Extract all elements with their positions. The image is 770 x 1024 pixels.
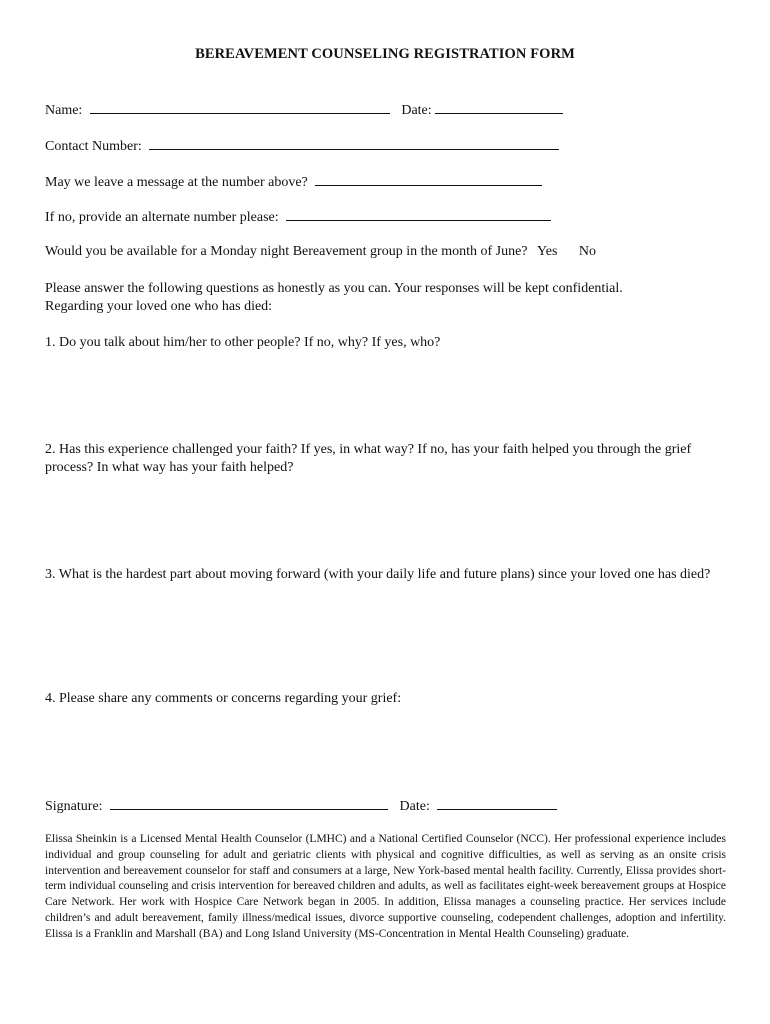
- question-2: 2. Has this experience challenged your faith? If yes, in what way? If no, has your faith helped you through the grief process? In what way has your faith helped?: [45, 442, 692, 475]
- signature-label: Signature:: [45, 799, 103, 814]
- question-3: 3. What is the hardest part about moving forward (with your daily life and future plans) since your loved one has died?: [45, 567, 711, 582]
- intro-line-2: Regarding your loved one who has died:: [45, 299, 273, 314]
- intro-paragraph: [45, 280, 725, 316]
- signature-row: [45, 797, 557, 815]
- signature-field[interactable]: [110, 797, 388, 810]
- message-question: May we leave a message at the number above?: [45, 175, 308, 190]
- question-4: 4. Please share any comments or concerns regarding your grief:: [45, 691, 402, 706]
- no-option[interactable]: No: [578, 244, 597, 259]
- date-label: Date:: [401, 103, 432, 118]
- signature-date-label: Date:: [399, 799, 430, 814]
- intro-line-1: Please answer the following questions as honestly as you can. Your responses will be kept confidential.: [45, 281, 623, 296]
- message-answer-field[interactable]: [315, 173, 542, 186]
- name-label: Name:: [45, 103, 83, 118]
- form-title: BEREAVEMENT COUNSELING REGISTRATION FORM: [195, 46, 575, 62]
- message-row: [45, 173, 542, 191]
- name-field[interactable]: [90, 101, 390, 114]
- group-row: [45, 244, 596, 260]
- counselor-bio: Elissa Sheinkin is a Licensed Mental Health Counselor (LMHC) and a National Certified Counselor (NCC). Her professional experience includes individual and group counseling for adult and geriatric clients with physical and cognitive difficulties, as well as serving as an onsite crisis intervention and bereavement counselor for staff and consumers at a large, New York-based mental health facility. Currently, Elissa provides short-term individual counseling and crisis intervention for bereaved children and adults, as well as facilitates eight-week bereavement groups at Hospice Care Network. Her work with Hospice Care Network began in 2005. In addition, Elissa manages a counseling practice. Her services include children’s and adult bereavement, family illness/medical issues, divorce supportive counseling, codependent challenges, adoption and infertility. Elissa is a Franklin and Marshall (BA) and Long Island University (MS-Concentration in Mental Health Counseling) graduate.: [45, 833, 726, 940]
- date-field[interactable]: [435, 101, 563, 114]
- contact-number-field[interactable]: [149, 137, 559, 150]
- alternate-number-field[interactable]: [286, 208, 551, 221]
- group-question: Would you be available for a Monday night Bereavement group in the month of June?: [45, 244, 528, 259]
- signature-date-field[interactable]: [437, 797, 557, 810]
- alternate-question: If no, provide an alternate number please:: [45, 210, 279, 225]
- question-1: 1. Do you talk about him/her to other people? If no, why? If yes, who?: [45, 335, 441, 350]
- contact-row: [45, 137, 559, 155]
- name-row: [45, 101, 563, 119]
- alternate-row: [45, 208, 551, 226]
- contact-label: Contact Number:: [45, 139, 142, 154]
- yes-option[interactable]: Yes: [537, 244, 558, 259]
